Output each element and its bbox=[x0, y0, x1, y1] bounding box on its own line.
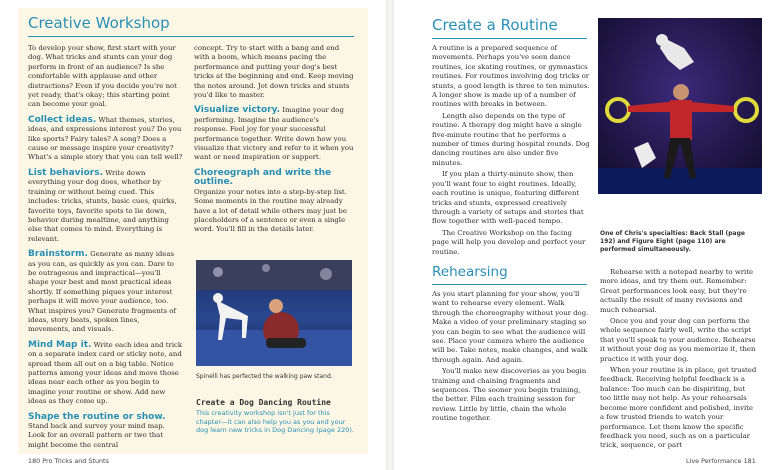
left-column-2 bbox=[194, 44, 354, 237]
section-head: List behaviors. bbox=[28, 167, 103, 178]
section-head: Brainstorm. bbox=[28, 249, 88, 260]
sidebar-text: This creativity workshop isn't just for this chapter—it can also help you as you and your dog learn new tricks in Dog Dancing (page 220). bbox=[196, 409, 354, 435]
create-routine-rule bbox=[432, 38, 587, 39]
left-column-1 bbox=[28, 44, 183, 452]
routine-paragraph: If you plan a thirty-minute show, then you'll want four to eight routines. Ideally, each routine is unique, featuring different tricks and stunts, expressed creatively through a variety of setups and stories that flow together with well-paced tempo. bbox=[432, 170, 584, 226]
section-brainstorm bbox=[28, 250, 183, 335]
section-text: Write down everything your dog does, whether by training or without being cued. This includes: tricks, stunts, basic cues, quirks, favorite toys, favorite spots to lie down, behavior during mealtime, and anything else that comes to mind. Everything is relevant. bbox=[28, 168, 177, 243]
section-head: Shape the routine or show. bbox=[28, 411, 166, 422]
section-head: Choreograph and write the outline. bbox=[194, 167, 332, 188]
section-mind-map bbox=[28, 341, 183, 407]
intro-paragraph: To develop your show, first start with your dog. What tricks and stunts can your dog perform in front of an audience? Is she comfortable with applause and other distractions? Even if you decide you're not yet ready, that's okay; this starting point can become your goal. bbox=[28, 44, 177, 109]
section-visualize bbox=[194, 106, 354, 162]
section-text: What themes, stories, ideas, and expressions interest you? Do you like sports? Fairy tales? A song? Does a cause or message inspire your creativity? What's a simple story that you can tell well? bbox=[28, 115, 183, 162]
dog-dancing-sidebar bbox=[196, 398, 356, 435]
spinelli-photo bbox=[196, 260, 352, 366]
section-text: Imagine your dog performing. Imagine the audience's response. Feel joy for your successful performance together. Write down how you visualize that victory and refer to it when you want or need inspiration or support. bbox=[194, 106, 354, 162]
rehearsing-paragraph: Once you and your dog can perform the whole sequence fairly well, write the script that you'll speak to your audience. Rehearse it without your dog as you memorize it, then practice it with your dog. bbox=[600, 317, 756, 363]
left-page-footer: 180 Pro Tricks and Stunts bbox=[28, 457, 109, 465]
section-head: Collect ideas. bbox=[28, 114, 97, 125]
routine-paragraph: A routine is a prepared sequence of movements. Perhaps you've seen dance routines, ice skating routines, or gymnastics routines. For routines involving dog tricks or stunts, a good length is three to ten minutes. A longer show is made up of a number of routines with breaks in between. bbox=[432, 44, 590, 109]
rehearsing-rule bbox=[432, 284, 587, 285]
chris-performance-photo bbox=[598, 18, 762, 194]
section-choreograph bbox=[194, 169, 354, 235]
rehearsing-column-2 bbox=[600, 268, 758, 453]
section-shape-routine bbox=[28, 413, 183, 451]
routine-paragraph: The Creative Workshop on the facing page will help you develop and perfect your routine. bbox=[432, 228, 586, 256]
rehearsing-paragraph: You'll make new discoveries as you begin training and chaining fragments and sequences. The sooner you begin training, the better. Film each training session for review. Little by little, chain the whole routine together. bbox=[432, 367, 587, 423]
panel-title-rule bbox=[28, 36, 354, 37]
section-text: Generate as many ideas as you can, as quickly as you can. Dare to be outrageous and impractical—you'll shape your best and most practical ideas shortly. If something piques your interest perhaps it will move your audience, too. What inspires you? Generate fragments of ideas, story beats, spoken lines, movements, and visuals. bbox=[28, 250, 176, 334]
section-head: Mind Map it. bbox=[28, 339, 92, 350]
chris-caption: One of Chris's specialties: Back Stall (page 192) and Figure Eight (page 110) are performed simultaneously. bbox=[600, 230, 745, 253]
routine-paragraph: Length also depends on the type of routine. A therapy dog might have a single five-minute routine that he performs a number of times during hospital rounds. Dog dancing routines are also under five minutes. bbox=[432, 111, 590, 167]
section-text: Write each idea and trick on a separate index card or sticky note, and spread them all out on a big table. Notice patterns among your ideas and move those ideas near each other as you begin to imagine your routine or show. Add new ideas as they come up. bbox=[28, 340, 183, 406]
spinelli-caption: Spinelli has perfected the walking paw stand. bbox=[196, 373, 333, 380]
section-collect-ideas bbox=[28, 116, 183, 163]
rehearsing-column bbox=[432, 290, 590, 426]
section-text: Stand back and survey your mind map. Look for an overall pattern or two that might become the central bbox=[28, 422, 165, 449]
rehearsing-paragraph: Rehearse with a notepad nearby to write more ideas, and try them out. Remember: Great performances look easy, but they're actually the result of many revisions and much rehearsal. bbox=[600, 268, 754, 314]
routine-column bbox=[432, 44, 590, 259]
rehearsing-paragraph: As you start planning for your show, you'll want to rehearse every element. Walk through the choreography without your dog. Make a video of your preliminary staging so you can begin to see what the audience will see. Place your camera where the audience will be. Take notes, make changes, and walk through again. And again. bbox=[432, 290, 589, 364]
right-page-footer: Live Performance 181 bbox=[686, 457, 756, 465]
section-list-behaviors bbox=[28, 169, 183, 244]
create-routine-title: Create a Routine bbox=[432, 16, 558, 34]
rehearsing-paragraph: When your routine is in place, get trusted feedback. Receiving helpful feedback is a balance: Too much can be dispiriting, but too little may not help. As your rehearsals become more confident and polished, invite a few trusted friends to watch your performance. Let them know the specific feedback you need, such as on a particular trick, sequence, or part bbox=[600, 366, 757, 450]
section-head: Visualize victory. bbox=[194, 105, 281, 116]
sidebar-title: Create a Dog Dancing Routine bbox=[196, 398, 331, 407]
book-gutter bbox=[386, 0, 394, 470]
section-text: Organize your notes into a step-by-step list. Some moments in the routine may already have a lot of detail while others may just be placeholders of a sentence or even a single word. You'll fill in the details later. bbox=[194, 187, 347, 234]
panel-header bbox=[28, 14, 354, 37]
panel-title: Creative Workshop bbox=[28, 14, 170, 32]
continuation-paragraph: concept. Try to start with a bang and end with a boom, which means pacing the performance and putting your dog's best tricks at the beginning and end. Keep moving the notes around. Jot down tricks and stunts you'd like to master. bbox=[194, 44, 354, 100]
rehearsing-title: Rehearsing bbox=[432, 264, 508, 280]
